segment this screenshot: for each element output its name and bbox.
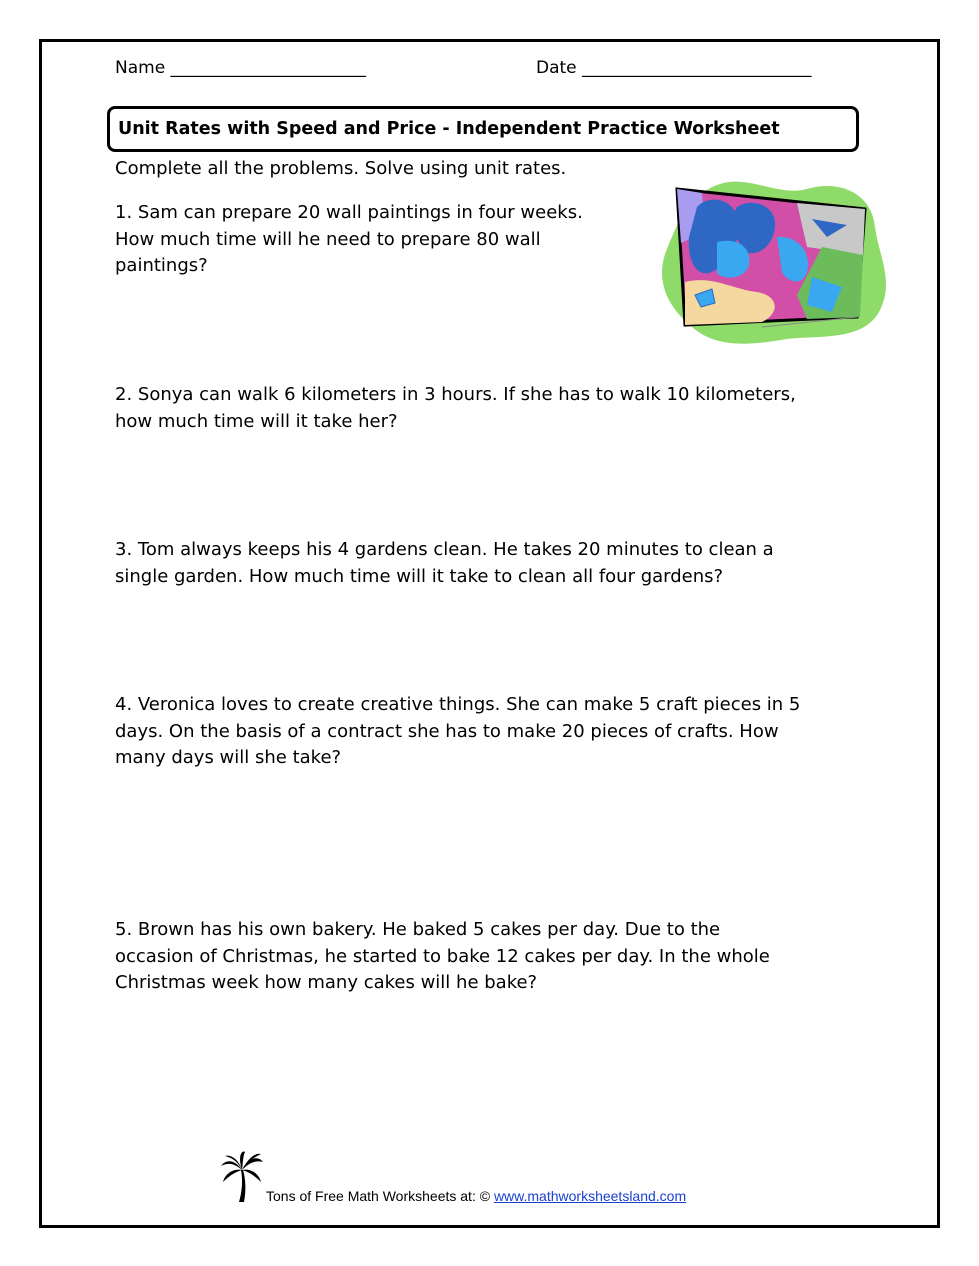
palm-tree-icon [219,1150,264,1204]
problem-line: how much time will it take her? [115,410,398,432]
problem-line: 3. Tom always keeps his 4 gardens clean. He takes 20 minutes to clean a [115,539,774,560]
instructions: Complete all the problems. Solve using unit rates. [115,158,567,179]
problem-line: paintings? [115,255,208,276]
worksheet-title: Unit Rates with Speed and Price - Independent Practice Worksheet [118,119,780,139]
problem-line: 1. Sam can prepare 20 wall paintings in four weeks. [115,202,583,223]
problem-line: How much time will he need to prepare 80 wall [115,228,541,250]
problem-line: Christmas week how many cakes will he bake? [115,972,538,993]
problem-1 [115,200,583,280]
problem-line: 4. Veronica loves to create creative things. She can make 5 craft pieces in 5 [115,694,801,715]
footer-link[interactable]: www.mathworksheetsland.com [493,1188,687,1204]
problem-2 [115,382,796,435]
footer [219,1150,779,1206]
problem-line: days. On the basis of a contract she has to make 20 pieces of crafts. How [115,720,779,742]
footer-label: Tons of Free Math Worksheets at: © [266,1188,494,1204]
title-box [107,106,859,152]
problem-3 [115,537,774,590]
problem-line: occasion of Christmas, he started to bake 12 cakes per day. In the whole [115,945,770,967]
name-field[interactable]: Name _______________________ [115,58,367,78]
problem-4 [115,692,800,772]
problem-5 [115,917,770,997]
problem-line: 5. Brown has his own bakery. He baked 5 cakes per day. Due to the [115,919,721,940]
footer-text [266,1188,686,1204]
date-field[interactable]: Date ___________________________ [536,58,812,78]
problem-line: 2. Sonya can walk 6 kilometers in 3 hours. If she has to walk 10 kilometers, [115,384,796,405]
problem-line: many days will she take? [115,747,342,768]
problem-line: single garden. How much time will it take to clean all four gardens? [115,565,724,587]
wall-painting-illustration [657,177,887,347]
